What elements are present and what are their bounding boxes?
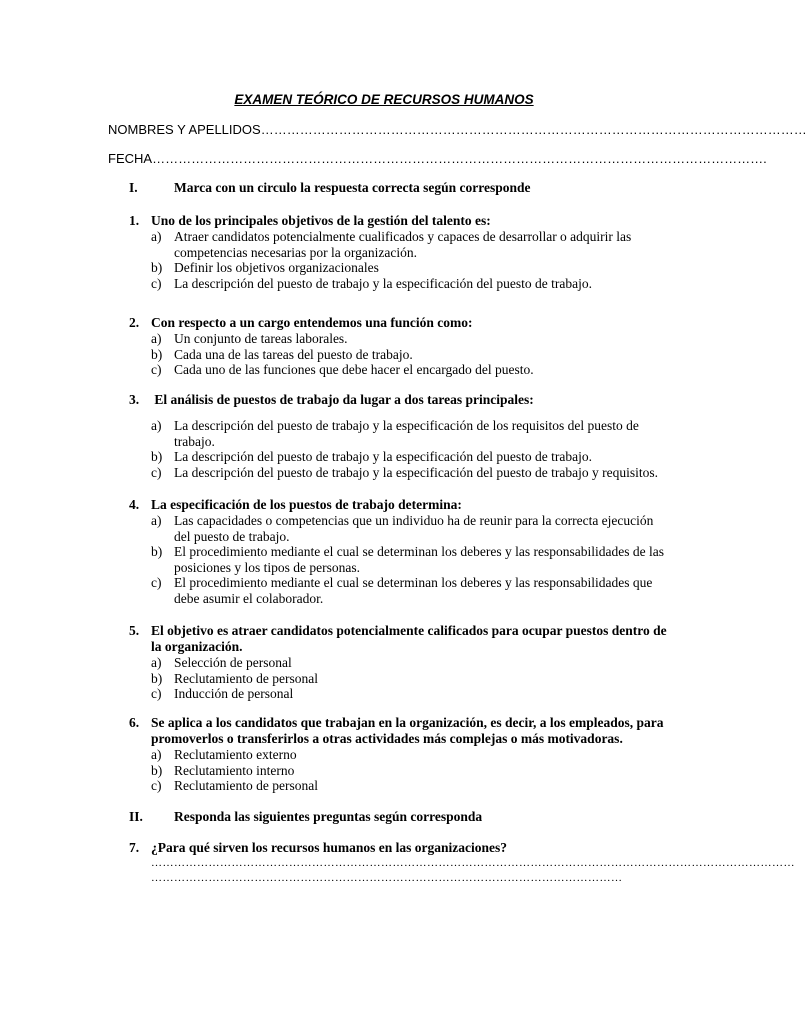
- answer-line-2[interactable]: ……………………………………………………………………………………………………………: [151, 872, 623, 884]
- question-4-text: 4. La especificación de los puestos de trabajo determina:: [129, 497, 462, 512]
- question-6-option-c[interactable]: c) Reclutamiento de personal: [151, 778, 318, 793]
- exam-title: EXAMEN TEÓRICO DE RECURSOS HUMANOS: [234, 92, 534, 107]
- question-1-text: 1. Uno de los principales objetivos de la gestión del talento es:: [129, 213, 491, 228]
- question-3-option-a[interactable]: a) La descripción del puesto de trabajo y la especificación de los requisitos del puesto de trabajo.: [151, 418, 639, 449]
- question-1-option-a[interactable]: a) Atraer candidatos potencialmente cualificados y capaces de desarrollar o adquirir las competencias necesarias por la organización.: [151, 229, 632, 260]
- question-5-text: 5. El objetivo es atraer candidatos potencialmente calificados para ocupar puestos dentro de la organización.: [129, 623, 667, 654]
- date-label: FECHA: [108, 151, 153, 166]
- question-1: [129, 213, 669, 291]
- question-5: [129, 623, 669, 702]
- question-3-option-c[interactable]: c) La descripción del puesto de trabajo y la especificación del puesto de trabajo y requisitos.: [151, 464, 658, 480]
- question-7-text: 7. ¿Para qué sirven los recursos humanos en las organizaciones?: [129, 840, 508, 855]
- question-4-option-c[interactable]: c) El procedimiento mediante el cual se determinan los deberes y las responsabilidades que debe asumir el colaborador.: [151, 575, 653, 606]
- question-6-option-b[interactable]: b) Reclutamiento interno: [151, 762, 295, 778]
- name-field[interactable]: [108, 122, 807, 137]
- section-2-text: Responda las siguientes preguntas según corresponda: [174, 809, 483, 824]
- question-6: [129, 715, 689, 794]
- question-4: [129, 497, 669, 606]
- section-2-heading: [129, 809, 669, 827]
- question-2-option-b[interactable]: b) Cada una de las tareas del puesto de trabajo.: [151, 346, 413, 362]
- question-3: [129, 392, 669, 480]
- section-1-text: Marca con un circulo la respuesta correcta según corresponde: [174, 180, 531, 195]
- question-3-option-b[interactable]: b) La descripción del puesto de trabajo y la especificación del puesto de trabajo.: [151, 449, 592, 464]
- question-3-text: 3. El análisis de puestos de trabajo da lugar a dos tareas principales:: [129, 392, 534, 407]
- question-2-option-c[interactable]: c) Cada uno de las funciones que debe hacer el encargado del puesto.: [151, 362, 534, 377]
- question-2-text: 2. Con respecto a un cargo entendemos una función como:: [129, 315, 473, 330]
- question-6-option-a[interactable]: a) Reclutamiento externo: [151, 747, 297, 762]
- question-7: [129, 840, 795, 886]
- name-dots: ………………………………………………………………………………………………………………: [260, 122, 807, 137]
- question-4-option-b[interactable]: b) El procedimiento mediante el cual se determinan los deberes y las responsabilidades de las posiciones y los tipos de personas.: [151, 544, 664, 575]
- question-1-option-b[interactable]: b) Definir los objetivos organizacionales: [151, 260, 379, 275]
- question-2-option-a[interactable]: a) Un conjunto de tareas laborales.: [151, 331, 348, 346]
- question-2: [129, 315, 669, 378]
- question-1-option-c[interactable]: c) La descripción del puesto de trabajo y la especificación del puesto de trabajo.: [151, 275, 592, 291]
- question-5-option-c[interactable]: c) Inducción de personal: [151, 686, 294, 701]
- question-5-option-a[interactable]: a) Selección de personal: [151, 655, 292, 670]
- name-label: NOMBRES Y APELLIDOS: [108, 122, 261, 137]
- question-4-option-a[interactable]: a) Las capacidades o competencias que un individuo ha de reunir para la correcta ejecución del puesto de trabajo.: [151, 513, 654, 544]
- section-1-heading: [129, 180, 669, 198]
- date-dots: …………………………………………………………………………………………………………………………….: [152, 151, 767, 166]
- question-6-text: 6. Se aplica a los candidatos que trabajan en la organización, es decir, a los empleados, para promoverlos o transferirlos a otras actividades más complejas o más motivadoras.: [129, 715, 664, 746]
- answer-line-1[interactable]: ……………………………………………………………………………………………………………………………………………………: [151, 857, 795, 869]
- question-5-option-b[interactable]: b) Reclutamiento de personal: [151, 670, 318, 686]
- section-1-numeral: I.: [129, 180, 138, 195]
- date-field[interactable]: [108, 151, 767, 166]
- section-2-numeral: II.: [129, 809, 143, 824]
